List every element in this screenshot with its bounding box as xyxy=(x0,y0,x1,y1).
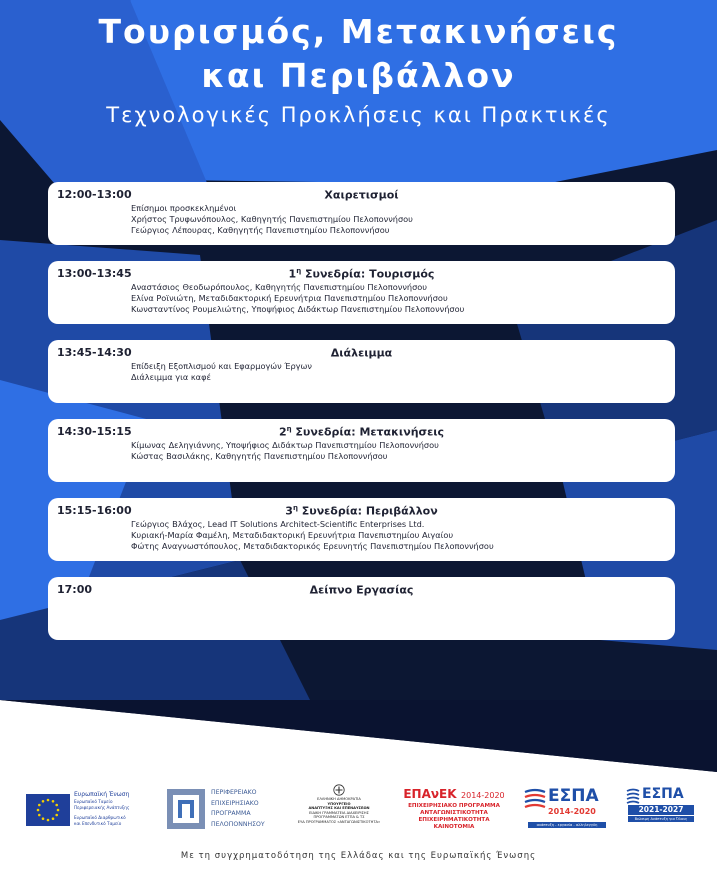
pep-line: ΠΡΟΓΡΑΜΜΑ xyxy=(211,810,251,817)
ministry-line: ΕΛΛΗΝΙΚΗ ΔΗΜΟΚΡΑΤΙΑ xyxy=(317,797,361,801)
speaker-line: Φώτης Αναγνωστόπουλος, Μεταδιδακτορικός Ερευνητής Πανεπιστημίου Πελοποννήσου xyxy=(131,541,494,551)
ministry-line: ΕΥΔ ΠΡΟΓΡΑΜΜΑΤΟΣ «ΑΝΤΑΓΩΝΙΣΤΙΚΟΤΗΤΑ» xyxy=(297,819,381,824)
eu-line4: και Επενδυτικό Ταμείο xyxy=(74,821,122,826)
session-time: 14:30-15:15 xyxy=(57,425,132,438)
session-time: 17:00 xyxy=(57,583,93,596)
session-time: 13:00-13:45 xyxy=(57,267,132,280)
greek-emblem-icon xyxy=(333,784,345,796)
epanek-line: ΕΠΙΧΕΙΡΗΣΙΑΚΟ ΠΡΟΓΡΑΜΜΑ xyxy=(408,803,500,809)
schedule-card-dinner xyxy=(48,577,675,640)
sponsor-logos xyxy=(0,780,717,836)
ministry-line: ΥΠΟΥΡΓΕΙΟ xyxy=(327,801,351,806)
session-title: $1^\eta$ Συνεδρία: Τουρισμός xyxy=(288,267,435,281)
ministry-line: ΠΡΟΓΡΑΜΜΑΤΩΝ ΕΤΠΑ & ΤΣ xyxy=(313,815,365,820)
speaker-line: Ελίνα Ροϊνιώτη, Μεταδιδακτορική Ερευνήτρια Πανεπιστημίου Πελοποννήσου xyxy=(131,293,448,303)
speaker-line: Κώστας Βασιλάκης, Καθηγητής Πανεπιστημίου Πελοποννήσου xyxy=(131,451,388,461)
eu-line2: Περιφερειακής Ανάπτυξης xyxy=(74,805,130,810)
cofunding-footer: Με τη συγχρηματοδότηση της Ελλάδας και της Ευρωπαϊκής Ένωσης xyxy=(180,851,537,861)
espa2-years: 2021-2027 xyxy=(628,805,694,815)
pep-line: ΠΕΡΙΦΕΡΕΙΑΚΟ xyxy=(211,789,257,796)
espa-2021-2027-logo xyxy=(624,784,698,834)
speaker-line: Κίμωνας Δεληγιάννης, Υποψήφιος Διδάκτωρ Πανεπιστημίου Πελοποννήσου xyxy=(131,440,439,450)
speaker-line: Επίσημοι προσκεκλημένοι xyxy=(131,203,237,213)
espa1-years: 2014-2020 xyxy=(548,807,596,816)
session-title: Δείπνο Εργασίας xyxy=(309,583,414,597)
speaker-line: Κυριακή-Μαρία Φαμέλη, Μεταδιδακτορική Ερευνήτρια Πανεπιστημίου Αιγαίου xyxy=(131,530,454,540)
epanek-line: ΑΝΤΑΓΩΝΙΣΤΙΚΟΤΗΤΑ xyxy=(420,810,488,816)
espa2-brand: ΕΣΠΑ xyxy=(642,786,684,802)
espa1-brand: ΕΣΠΑ xyxy=(548,786,599,806)
schedule-card-session-2 xyxy=(48,419,675,482)
ministry-line: ΕΙΔΙΚΗ ΓΡΑΜΜΑΤΕΙΑ ΔΙΑΧΕΙΡΙΣΗΣ xyxy=(309,810,369,815)
epanek-brand: ΕΠΑνΕΚ xyxy=(403,787,457,801)
speaker-line: Γεώργιος Βλάχος, Lead IT Solutions Architect-Scientific Enterprises Ltd. xyxy=(131,519,425,529)
schedule-card-session-3 xyxy=(48,498,675,561)
page-title-line1: Τουρισμός, Μετακινήσεις xyxy=(98,12,619,51)
speaker-line: Διάλειμμα για καφέ xyxy=(131,372,211,382)
pep-line: ΠΕΛΟΠΟΝΝΗΣΟΥ xyxy=(211,820,265,828)
schedule-card-session-1 xyxy=(48,261,675,324)
speaker-line: Χρήστος Τρυφωνόπουλος, Καθηγητής Πανεπιστημίου Πελοποννήσου xyxy=(131,214,413,224)
epanek-line: ΚΑΙΝΟΤΟΜΙΑ xyxy=(433,824,475,830)
speaker-line: Επίδειξη Εξοπλισμού και Εφαρμογών Έργων xyxy=(131,361,312,371)
schedule-card-break xyxy=(48,340,675,403)
ministry-line: ΑΝΑΠΤΥΞΗΣ ΚΑΙ ΕΠΕΝΔΥΣΕΩΝ xyxy=(308,806,370,811)
espa-2014-2020-logo xyxy=(522,784,606,834)
speaker-line: Κωνσταντίνος Ρουμελιώτης, Υποψήφιος Διδάκτωρ Πανεπιστημίου Πελοποννήσου xyxy=(131,304,465,314)
epanek-logo xyxy=(398,785,510,833)
session-title: Διάλειμμα xyxy=(330,346,393,360)
epanek-line: ΕΠΙΧΕΙΡΗΜΑΤΙΚΟΤΗΤΑ xyxy=(418,817,490,823)
speaker-line: Γεώργιος Λέπουρας, Καθηγητής Πανεπιστημίου Πελοποννήσου xyxy=(131,225,390,235)
espa-waves-icon xyxy=(524,788,546,810)
eu-name: Ευρωπαϊκή Ένωση xyxy=(74,791,130,798)
ministry-logo xyxy=(295,784,383,834)
eu-flag-icon xyxy=(26,794,70,826)
eu-logo xyxy=(26,788,146,832)
speaker-line: Αναστάσιος Θεοδωρόπουλος, Καθηγητής Πανεπιστημίου Πελοποννήσου xyxy=(131,282,428,292)
session-time: 13:45-14:30 xyxy=(57,346,132,359)
session-time: 15:15-16:00 xyxy=(57,504,132,517)
espa2-tagline: Βιώσιμη Ανάπτυξη για Όλους xyxy=(628,816,694,822)
epanek-years: 2014-2020 xyxy=(461,791,505,800)
page-title-line2: και Περιβάλλον xyxy=(201,56,516,95)
session-title: Χαιρετισμοί xyxy=(324,188,399,202)
pep-emblem-icon xyxy=(167,789,205,829)
espa2-waves-icon xyxy=(626,788,640,804)
session-title: $3^\eta$ Συνεδρία: Περιβάλλον xyxy=(285,504,438,518)
session-time: 12:00-13:00 xyxy=(57,188,132,201)
pep-line: ΕΠΙΧΕΙΡΗΣΙΑΚΟ xyxy=(211,799,259,807)
session-title: $2^\eta$ Συνεδρία: Μετακινήσεις xyxy=(278,425,445,439)
eu-line3: Ευρωπαϊκό Διαρθρωτικό xyxy=(74,814,126,820)
pep-peloponnisos-logo xyxy=(167,786,282,832)
eu-line1: Ευρωπαϊκό Ταμείο xyxy=(74,798,113,804)
espa1-tagline: ανάπτυξη - εργασία - αλληλεγγύη xyxy=(528,822,606,828)
schedule-card-welcome xyxy=(48,182,675,245)
page-subtitle: Τεχνολογικές Προκλήσεις και Πρακτικές xyxy=(106,103,611,127)
